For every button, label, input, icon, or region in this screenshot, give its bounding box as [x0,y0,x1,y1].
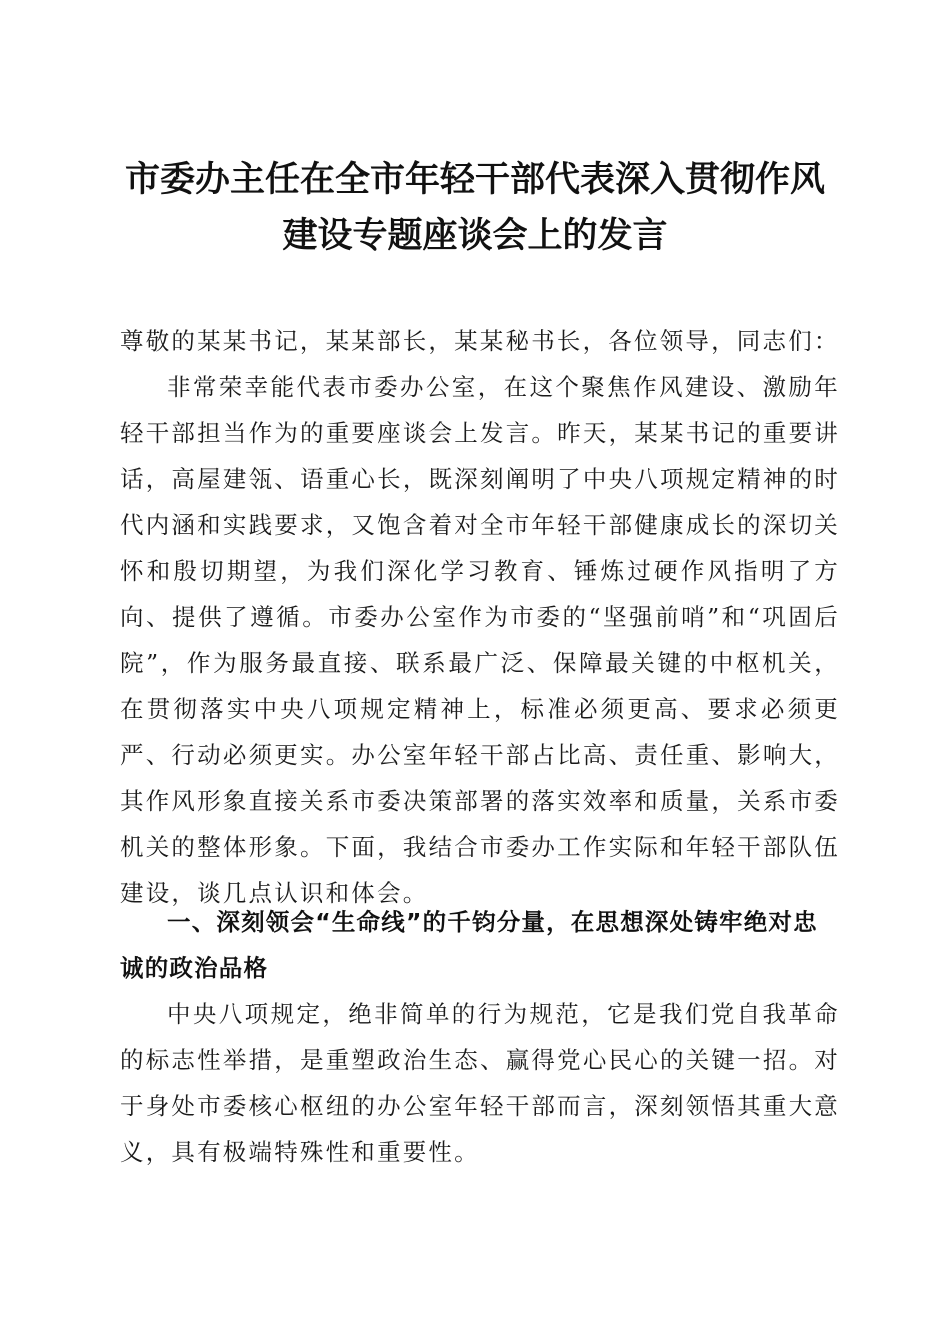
paragraph-2-container [120,991,840,1175]
document-title-line-1: 市委办主任在全市年轻干部代表深入贯彻作风 [124,159,825,200]
paragraph-2: 中央八项规定，绝非简单的行为规范，它是我们党自我革命的标志性举措，是重塑政治生态、赢得党心民心的关键一招。对于身处市委核心枢纽的办公室年轻干部而言，深刻领悟其重大意义，具有极端特殊性和重要性。 [120,1000,840,1166]
section-1-heading: 一、深刻领会“生命线”的千钧分量，在思想深处铸牢绝对忠诚的政治品格 [120,908,818,982]
document-title-line-2: 建设专题座谈会上的发言 [282,215,668,256]
paragraph-1: 非常荣幸能代表市委办公室，在这个聚焦作风建设、激励年轻干部担当作为的重要座谈会上发言。昨天，某某书记的重要讲话，高屋建瓴、语重心长，既深刻阐明了中央八项规定精神的时代内涵和实践要求，又饱含着对全市年轻干部健康成长的深切关怀和殷切期望，为我们深化学习教育、锤炼过硬作风指明了方向、提供了遵循。市委办公室作为市委的“坚强前哨”和“巩固后院”，作为服务最直接、联系最广泛、保障最关键的中枢机关，在贯彻落实中央八项规定精神上，标准必须更高、要求必须更严、行动必须更实。办公室年轻干部占比高、责任重、影响大，其作风形象直接关系市委决策部署的落实效率和质量，关系市委机关的整体形象。下面，我结合市委办工作实际和年轻干部队伍建设，谈几点认识和体会。 [120,373,840,907]
salutation: 尊敬的某某书记，某某部长，某某秘书长，各位领导，同志们： [120,327,840,355]
paragraph-1-container [120,364,840,916]
